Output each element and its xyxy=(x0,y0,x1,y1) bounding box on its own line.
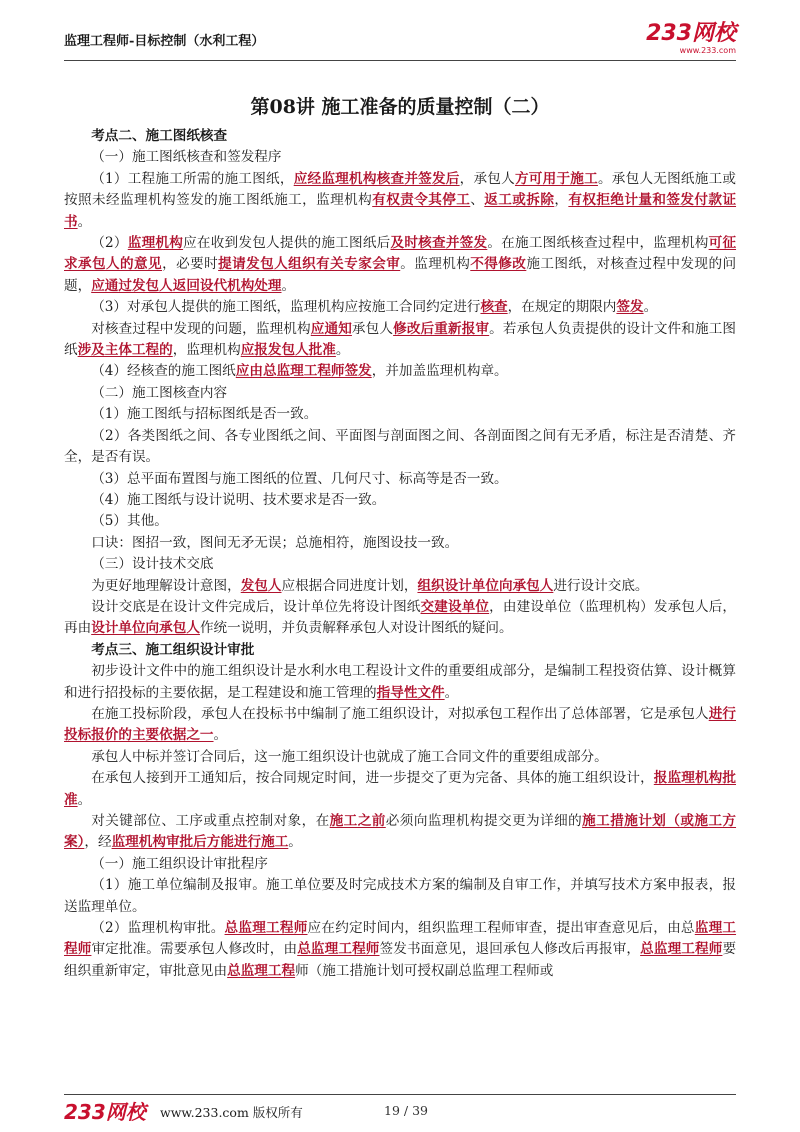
text-run: 。 xyxy=(213,727,228,744)
text-run: 承包人 xyxy=(351,320,394,337)
text-run: （2）监理机构审批。 xyxy=(91,920,225,937)
section-heading: 考点三、施工组织设计审批 xyxy=(91,641,255,658)
keyword-highlight: 涉及主体工程的 xyxy=(77,342,173,359)
footer-divider xyxy=(64,1094,736,1095)
keyword-highlight: 应由总监理工程师签发 xyxy=(235,363,372,380)
copyright-text: www.233.com 版权所有 xyxy=(160,1105,303,1120)
paragraph xyxy=(64,768,736,811)
keyword-highlight: 交建设单位 xyxy=(420,598,490,615)
keyword-highlight: 总监理工程师 xyxy=(640,941,723,958)
text-run: 对关键部位、工序或重点控制对象，在 xyxy=(91,813,330,829)
text-run: （1）施工图纸与招标图纸是否一致。 xyxy=(91,406,318,423)
paragraph xyxy=(64,854,736,875)
document-series-title: 监理工程师-目标控制（水利工程） xyxy=(64,34,265,49)
keyword-highlight: 不得修改 xyxy=(470,256,527,273)
text-run: ，在规定的期限内 xyxy=(507,299,617,316)
text-run: 要组织重新审定，审批意见由 xyxy=(64,941,737,979)
paragraph xyxy=(64,811,736,854)
text-run: ，经 xyxy=(84,834,112,851)
header-divider xyxy=(64,60,736,61)
paragraph xyxy=(64,704,736,747)
text-run: 。 xyxy=(288,834,302,851)
keyword-highlight: 有权责令其停工 xyxy=(372,192,471,209)
text-run: 师（施工措施计划可授权副总监理工程师或 xyxy=(295,962,554,979)
text-run: 作统一说明，并负责解释承包人对设计图纸的疑问。 xyxy=(199,620,513,637)
keyword-highlight: 指导性文件 xyxy=(376,684,445,701)
keyword-highlight: 有权拒绝计量和签发付款证书 xyxy=(64,192,737,230)
text-run: （4）施工图纸与设计说明、技术要求是否一致。 xyxy=(91,491,386,508)
text-run: ，监理机构 xyxy=(172,342,241,359)
text-run: （5）其他。 xyxy=(91,513,168,530)
text-run: ，必要时 xyxy=(162,256,219,273)
text-run: 。 xyxy=(643,299,658,316)
text-run: 。 xyxy=(444,684,459,701)
brand-logo-text: 233网校 xyxy=(646,21,736,46)
keyword-highlight: 监理机构 xyxy=(127,235,184,252)
text-run: 。监理机构 xyxy=(400,256,471,273)
paragraph xyxy=(64,875,736,918)
text-run: （一）施工图纸核查和签发程序 xyxy=(91,149,282,166)
paragraph xyxy=(64,383,736,404)
text-run: （二）施工图核查内容 xyxy=(91,384,228,401)
paragraph xyxy=(64,597,736,640)
text-run: （3）对承包人提供的施工图纸，监理机构应按施工合同约定进行 xyxy=(91,299,481,316)
keyword-highlight: 应通过发包人返回设代机构处理 xyxy=(91,277,282,294)
text-run: （1）施工单位编制及报审。施工单位要及时完成技术方案的编制及自审工作，并填写技术方案申报表，报送监理单位。 xyxy=(64,877,736,915)
keyword-highlight: 签发 xyxy=(616,299,644,316)
keyword-highlight: 应经监理机构核查并签发后 xyxy=(293,170,460,187)
keyword-highlight: 总监理工程 xyxy=(227,962,296,979)
section-heading: 考点二、施工图纸核查 xyxy=(91,128,228,144)
keyword-highlight: 总监理工程师 xyxy=(297,941,380,958)
text-run: 进行设计交底。 xyxy=(553,577,649,594)
paragraph xyxy=(64,126,736,147)
keyword-highlight: 组织设计单位向承包人 xyxy=(417,577,554,594)
text-run: 。 xyxy=(335,342,350,359)
keyword-highlight: 设计单位向承包人 xyxy=(91,620,200,637)
keyword-highlight: 可征求承包人的意见 xyxy=(64,235,737,273)
paragraph xyxy=(64,233,736,297)
text-run: 在施工投标阶段，承包人在投标书中编制了施工组织设计，对拟承包工程作出了总体部署，它是承包人 xyxy=(91,705,709,722)
text-run: 签发书面意见，退回承包人修改后再报审， xyxy=(379,941,641,958)
brand-logo[interactable] xyxy=(646,22,736,55)
text-run: （4）经核查的施工图纸 xyxy=(91,363,236,380)
paragraph xyxy=(64,747,736,768)
text-run: ，并加盖监理机构章。 xyxy=(371,363,508,380)
text-run: （2）各类图纸之间、各专业图纸之间、平面图与剖面图之间、各剖面图之间有无矛盾，标注是否清楚、齐全，是否有误。 xyxy=(64,427,736,466)
paragraph xyxy=(64,404,736,425)
paragraph xyxy=(64,426,736,469)
text-run: 对核查过程中发现的问题，监理机构 xyxy=(91,320,311,337)
text-run: 。 xyxy=(77,213,92,230)
paragraph xyxy=(64,576,736,597)
text-run: 承包人中标并签订合同后，这一施工组织设计也就成了施工合同文件的重要组成部分。 xyxy=(91,748,608,765)
paragraph xyxy=(64,918,736,982)
text-run: ， xyxy=(554,192,569,209)
keyword-highlight: 核查 xyxy=(480,299,508,316)
keyword-highlight: 发包人 xyxy=(240,577,282,594)
text-run: 应根据合同进度计划， xyxy=(281,577,418,594)
keyword-highlight: 应通知 xyxy=(310,320,352,337)
text-run: 。 xyxy=(281,277,296,294)
text-run: 。若承包人负责提供的设计文件和施工图纸 xyxy=(64,320,737,359)
paragraph xyxy=(64,319,736,362)
text-run: 。 xyxy=(77,791,92,808)
keyword-highlight: 返工或拆除 xyxy=(484,192,555,209)
keyword-highlight: 提请发包人组织有关专家会审 xyxy=(218,256,401,273)
text-run: ，由建设单位（监理机构）发承包人后，再由 xyxy=(64,598,737,637)
page-header xyxy=(64,22,736,56)
text-run: 必须向监理机构提交更为详细的 xyxy=(385,813,583,829)
paragraph xyxy=(64,297,736,318)
keyword-highlight: 施工之前 xyxy=(329,813,386,829)
page-footer xyxy=(64,1098,736,1124)
paragraph xyxy=(64,554,736,575)
brand-logo-url: www.233.com xyxy=(679,46,736,55)
keyword-highlight: 方可用于施工 xyxy=(514,170,598,187)
text-run: 审定批准。需要承包人修改时，由 xyxy=(91,941,298,958)
text-run: 。在施工图纸核查过程中，监理机构 xyxy=(487,235,709,252)
document-body xyxy=(64,126,736,982)
keyword-highlight: 报监理机构批准 xyxy=(64,770,737,808)
text-run: （一）施工组织设计审批程序 xyxy=(91,855,268,872)
paragraph xyxy=(64,169,736,233)
page-title: 第08讲 施工准备的质量控制（二） xyxy=(250,96,550,118)
page-number: 19 / 39 xyxy=(384,1103,428,1118)
text-run: 在承包人接到开工通知后，按合同规定时间，进一步提交了更为完备、具体的施工组织设计， xyxy=(91,770,654,787)
keyword-highlight: 及时核查并签发 xyxy=(390,235,488,252)
text-run: （3）总平面布置图与施工图纸的位置、几何尺寸、标高等是否一致。 xyxy=(91,470,508,487)
text-run: 施工图纸，对核查过程中发现的问题， xyxy=(64,256,737,294)
text-run: 初步设计文件中的施工组织设计是水利水电工程设计文件的重要组成部分，是编制工程投资估算、设计概算和进行招投标的主要依据，是工程建设和施工管理的 xyxy=(64,663,736,701)
paragraph xyxy=(64,640,736,661)
text-run: 为更好地理解设计意图， xyxy=(91,577,241,594)
keyword-highlight: 修改后重新报审 xyxy=(393,320,490,337)
paragraph xyxy=(64,361,736,382)
text-run: 应在约定时间内，组织监理工程师审查，提出审查意见后，由总 xyxy=(307,920,695,937)
paragraph xyxy=(64,661,736,704)
keyword-highlight: 应报发包人批准 xyxy=(240,342,336,359)
footer-logo[interactable]: 233网校 xyxy=(64,1100,146,1124)
keyword-highlight: 进行投标报价的主要依据之一 xyxy=(64,705,737,744)
text-run: 、 xyxy=(470,192,485,209)
text-run: ，承包人 xyxy=(459,170,515,187)
paragraph xyxy=(64,469,736,490)
text-run: 。承包人无图纸施工或按照未经监理机构签发的施工图纸施工，监理机构 xyxy=(64,170,737,209)
keyword-highlight: 总监理工程师 xyxy=(224,920,308,937)
paragraph xyxy=(64,147,736,168)
text-run: （2） xyxy=(91,235,128,252)
text-run: （三）设计技术交底 xyxy=(91,556,214,573)
paragraph xyxy=(64,490,736,511)
keyword-highlight: 监理工程师 xyxy=(64,920,737,958)
keyword-highlight: 监理机构审批后方能进行施工 xyxy=(111,834,289,851)
text-run: 应在收到发包人提供的施工图纸后 xyxy=(183,235,391,252)
paragraph xyxy=(64,533,736,554)
text-run: 设计交底是在设计文件完成后，设计单位先将设计图纸 xyxy=(91,598,421,615)
paragraph xyxy=(64,511,736,532)
keyword-highlight: 施工措施计划（或施工方案） xyxy=(64,813,737,851)
text-run: 口诀：图招一致，图间无矛无误；总施相符，施图设技一致。 xyxy=(91,534,459,551)
text-run: （1）工程施工所需的施工图纸， xyxy=(91,170,294,187)
